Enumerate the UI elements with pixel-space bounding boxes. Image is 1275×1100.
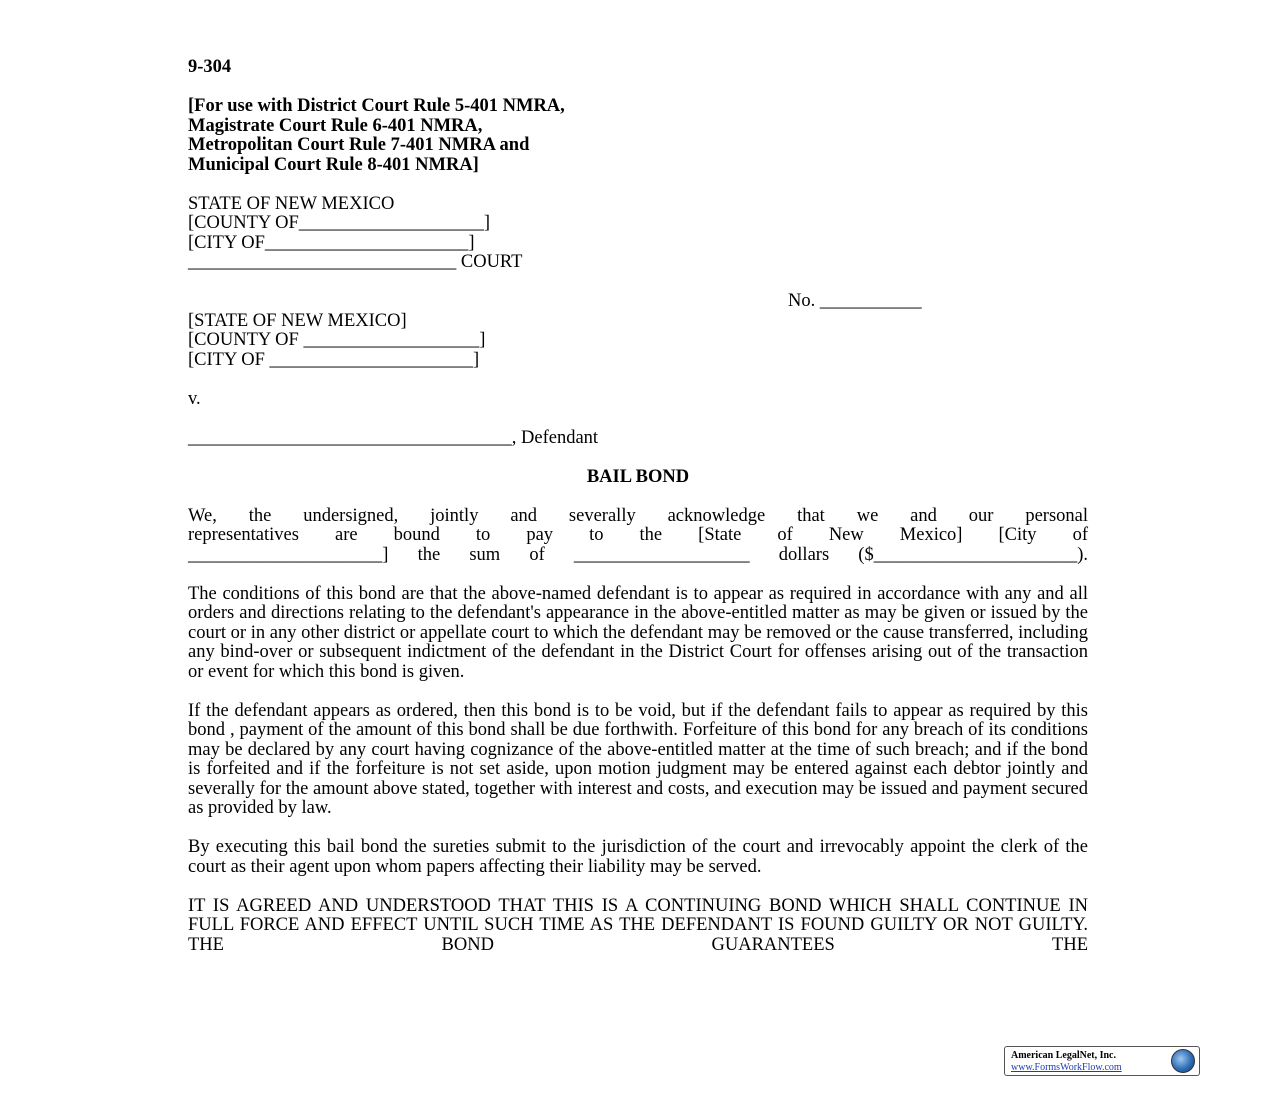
- rule-note: [188, 97, 1088, 175]
- paragraph-continuing-bond: IT IS AGREED AND UNDERSTOOD THAT THIS IS A CONTINUING BOND WHICH SHALL CONTINUE IN FULL FORCE AND EFFECT UNTIL SUCH TIME AS THE DEFENDANT IS FOUND GUILTY OR NOT GUILTY. THE BOND GUARANTEES THE: [188, 895, 1088, 955]
- rule-note-line: Municipal Court Rule 8-401 NMRA]: [188, 154, 479, 175]
- americanlegalnet-logo[interactable]: [1004, 1046, 1200, 1076]
- footer-company: American LegalNet, Inc.: [1011, 1050, 1116, 1061]
- rule-note-line: Magistrate Court Rule 6-401 NMRA,: [188, 115, 483, 136]
- paragraph-line: representatives are bound to pay to the [State of New Mexico] [City of: [188, 525, 1088, 545]
- caption-line: _____________________________ COURT: [188, 252, 523, 272]
- caption-line: [CITY OF______________________]: [188, 232, 475, 253]
- versus: v.: [188, 388, 201, 409]
- rule-note-line: [For use with District Court Rule 5-401 NMRA,: [188, 96, 565, 116]
- paragraph-line: We, the undersigned, jointly and severally acknowledge that we and our personal: [188, 505, 1088, 526]
- paragraph-acknowledgement: [188, 507, 1088, 566]
- parties-block: [188, 312, 1088, 371]
- caption-line: STATE OF NEW MEXICO: [188, 193, 395, 214]
- party-line: [CITY OF ______________________]: [188, 349, 480, 370]
- paragraph-sureties: By executing this bail bond the sureties submit to the jurisdiction of the court and irrevocably appoint the clerk of the court as their agent upon whom papers affecting their liability may be served.: [188, 837, 1088, 877]
- rule-note-line: Metropolitan Court Rule 7-401 NMRA and: [188, 135, 530, 155]
- paragraph-forfeiture: If the defendant appears as ordered, then this bond is to be void, but if the defendant fails to appear as required by this bond , payment of the amount of this bond shall be due forthwith. Forfeiture of this bond for any breach of its conditions may be declared by any court having cognizance of the above-entitled matter at the time of such breach; and if the bond is forfeited and if the forfeiture is not set aside, upon motion judgment may be entered against each debtor jointly and severally for the amount above stated, together with interest and costs, and execution may be issued and payment secured as provided by law.: [188, 700, 1088, 818]
- paragraph-line[interactable]: _____________________] the sum of ___________________ dollars ($______________________).: [188, 544, 1088, 565]
- party-line: [COUNTY OF ___________________]: [188, 330, 486, 350]
- party-line: [STATE OF NEW MEXICO]: [188, 310, 407, 331]
- footer-url-link[interactable]: www.FormsWorkFlow.com: [1011, 1062, 1122, 1073]
- form-number: 9-304: [188, 57, 232, 77]
- defendant-line[interactable]: ___________________________________, Defendant: [188, 427, 599, 448]
- document-page: [188, 58, 1088, 955]
- globe-icon: [1171, 1049, 1195, 1073]
- document-title: BAIL BOND: [586, 466, 690, 487]
- caption-line: [COUNTY OF____________________]: [188, 213, 490, 233]
- paragraph-conditions: The conditions of this bond are that the above-named defendant is to appear as required in accordance with any and all orders and directions relating to the defendant's appearance in the above-entitled matter as may be given or issued by the court or in any other district or appellate court to which the defendant may be removed or the cause transferred, including any bind-over or subsequent indictment of the defendant in the District Court for offenses arising out of the transaction or event for which this bond is given.: [188, 583, 1088, 682]
- case-number-field[interactable]: No. ___________: [788, 291, 922, 311]
- court-caption: [188, 193, 1088, 311]
